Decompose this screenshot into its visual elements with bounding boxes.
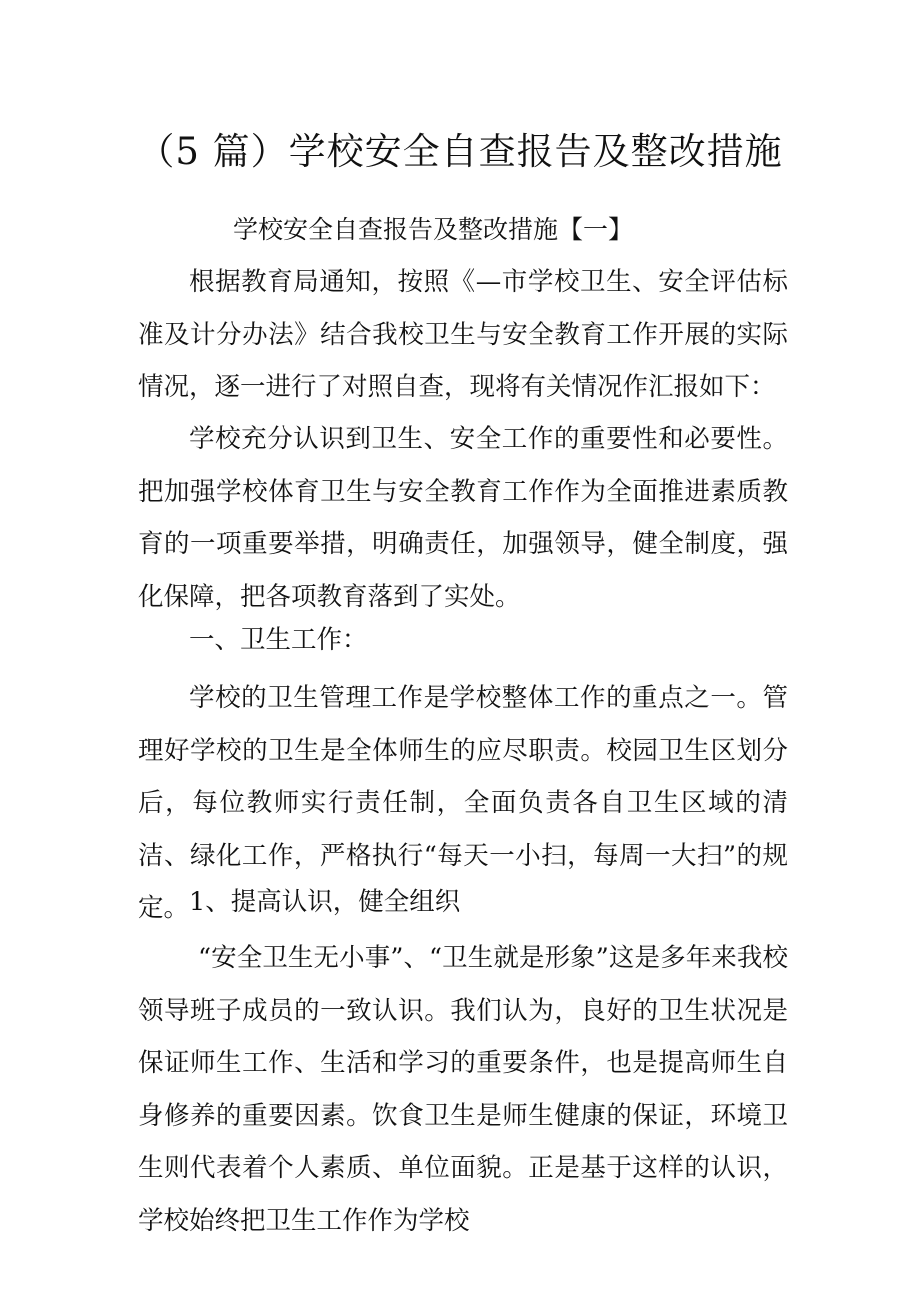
document-title: （5 篇）学校安全自查报告及整改措施 [137,130,783,173]
paragraph-intro: 根据教育局通知，按照《—市学校卫生、安全评估标准及计分办法》结合我校卫生与安全教育工作开展的实际情况，逐一进行了对照自查，现将有关情况作汇报如下： [138,267,788,402]
section-heading-hygiene: 一、卫生工作： [189,625,368,655]
subheading-organization: 1、提高认识，健全组织 [189,887,461,917]
paragraph-hygiene-management: 学校的卫生管理工作是学校整体工作的重点之一。管理好学校的卫生是全体师生的应尽职责。校园卫生区划分后，每位教师实行责任制，全面负责各自卫生区域的清洁、绿化工作，严格执行“每天一小扫，每周一大扫”的规定。 [138,683,788,923]
section-subtitle: 学校安全自查报告及整改措施【一】 [233,215,634,244]
paragraph-safety-hygiene: “安全卫生无小事”、“卫生就是形象”这是多年来我校领导班子成员的一致认识。我们认为，良好的卫生状况是保证师生工作、生活和学习的重要条件，也是提高师生自身修养的重要因素。饮食卫生是师生健康的保证，环境卫生则代表着个人素质、单位面貌。正是基于这样的认识，学校始终把卫生工作作为学校 [138,943,788,1236]
paragraph-awareness: 学校充分认识到卫生、安全工作的重要性和必要性。把加强学校体育卫生与安全教育工作作为全面推进素质教育的一项重要举措，明确责任，加强领导，健全制度，强化保障，把各项教育落到了实处。 [138,424,788,612]
